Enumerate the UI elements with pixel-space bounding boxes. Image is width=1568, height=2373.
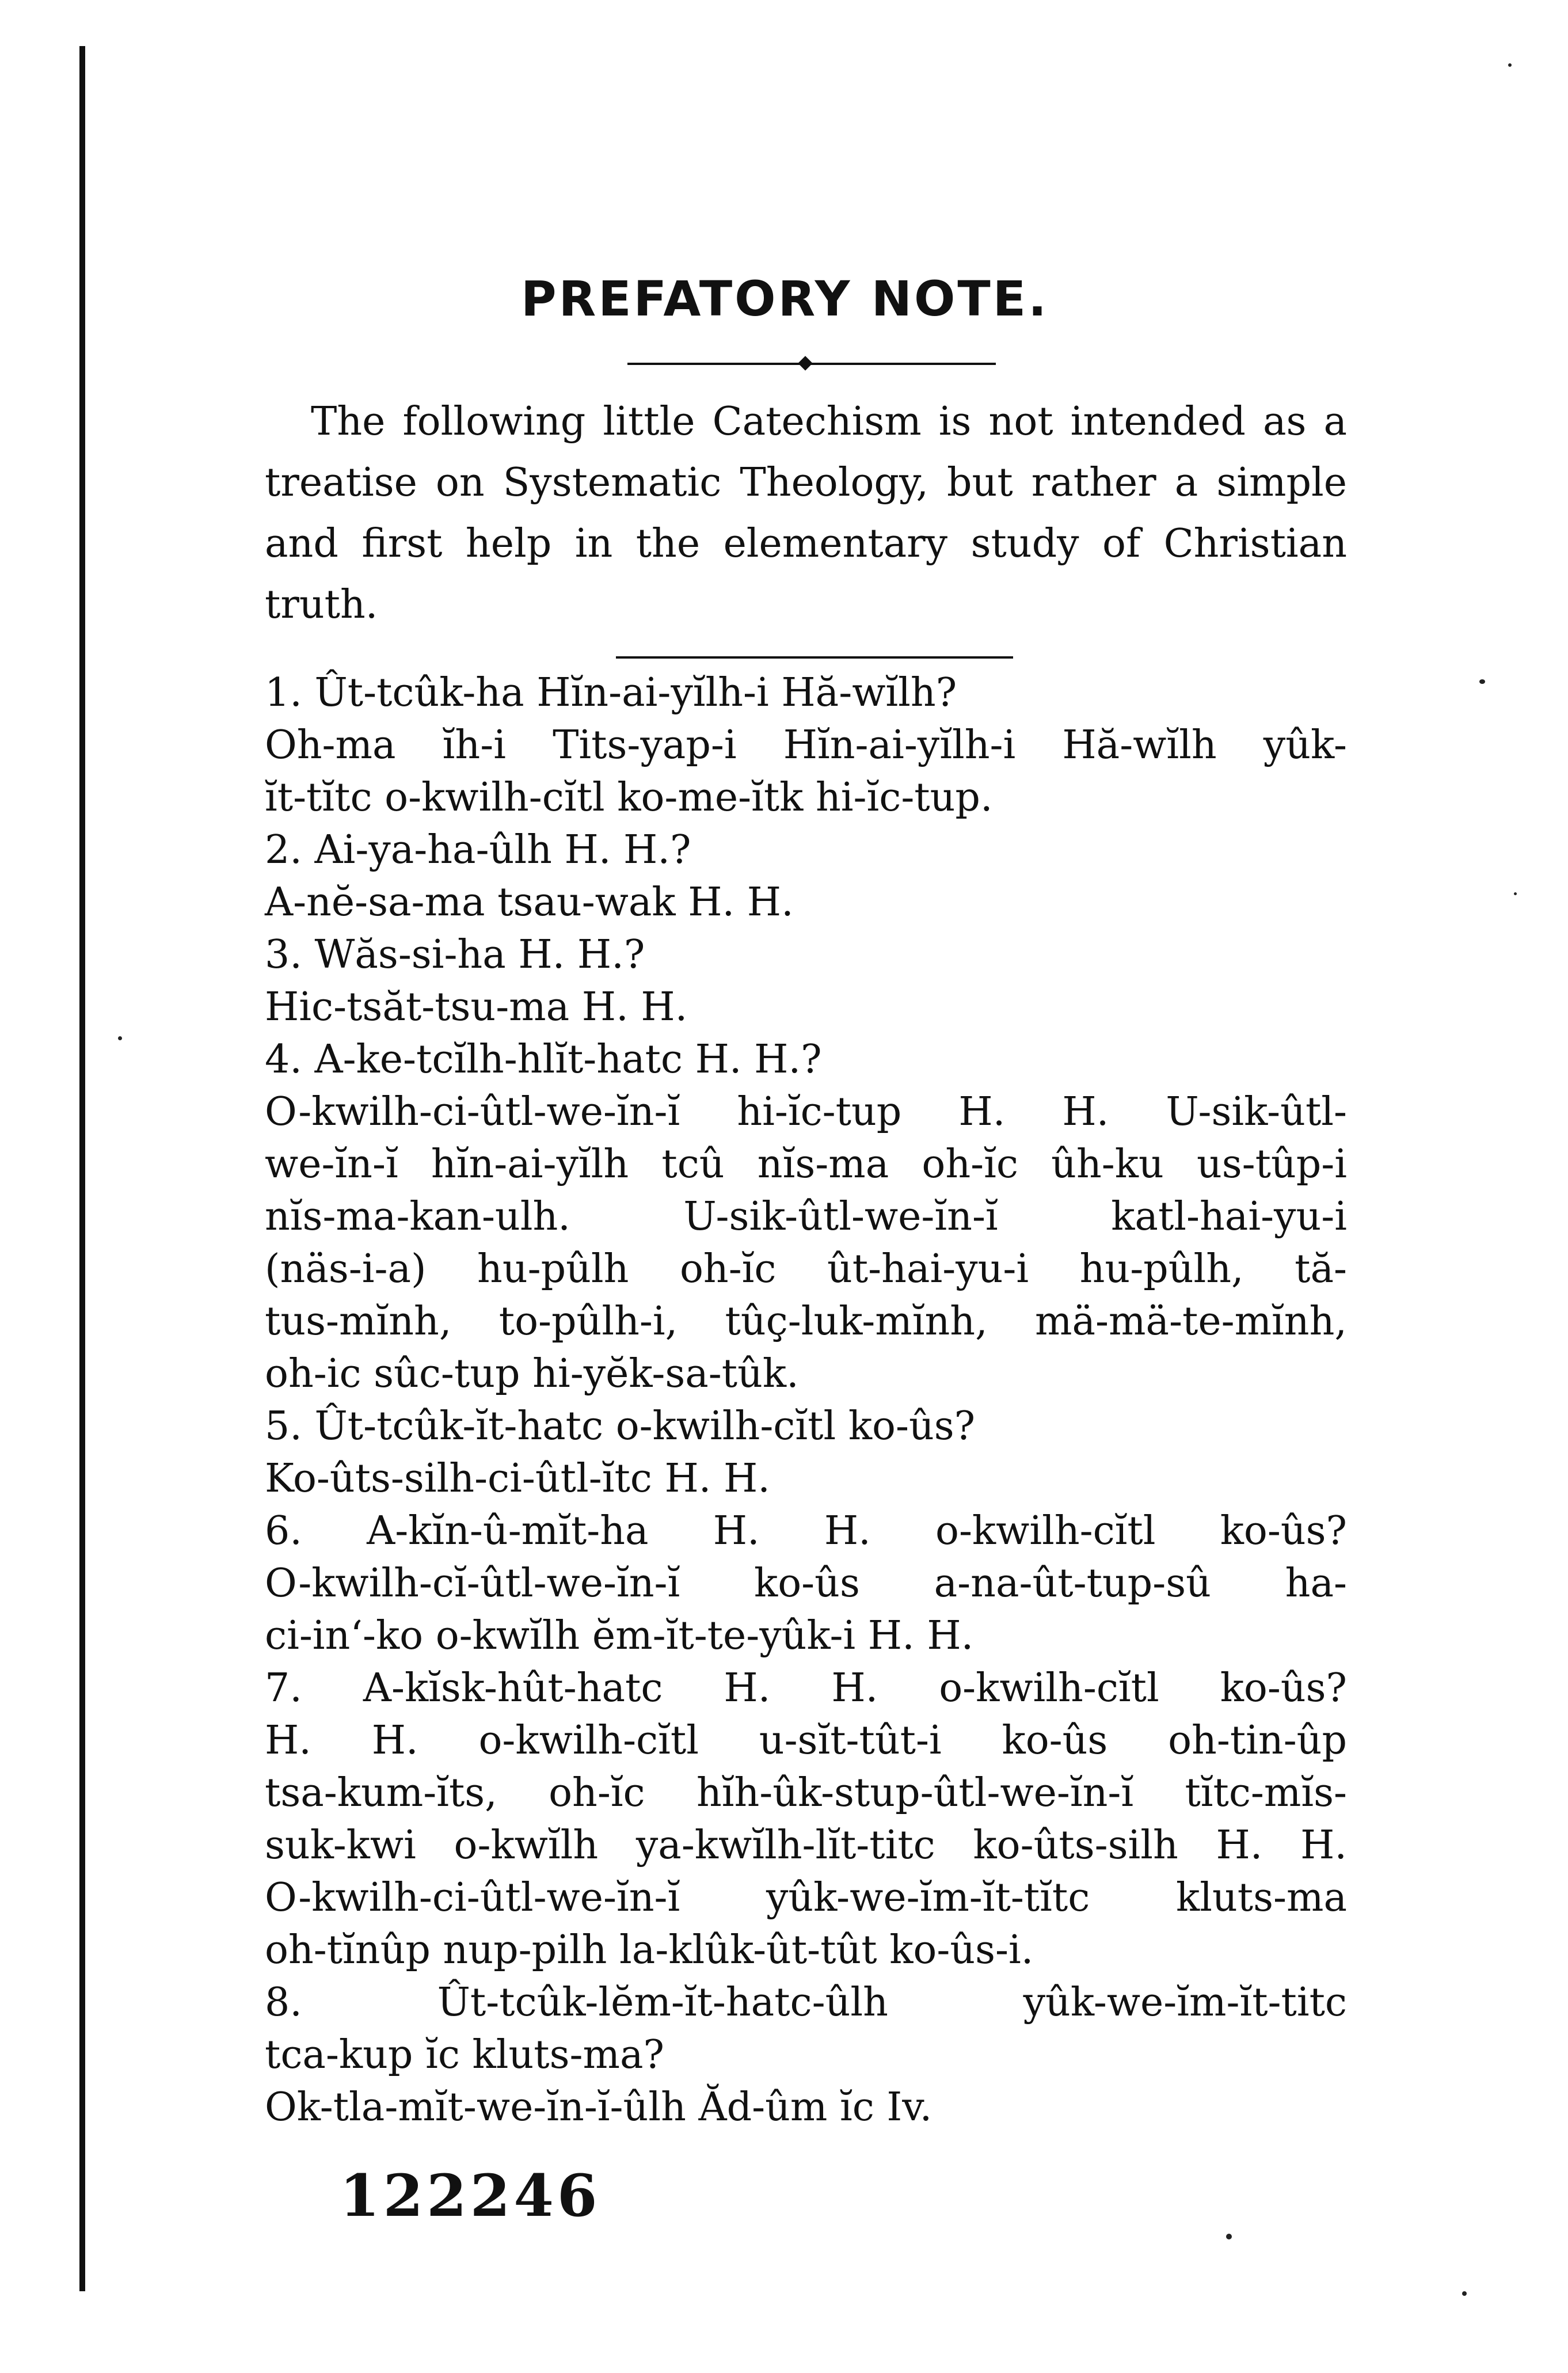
catechism-line: 1. Ût-tcûk-ha Hĭn-ai-yĭlh-i Hă-wĭlh? — [265, 670, 957, 716]
catechism-line: (näs-i-a) hu-pûlh oh-ĭc ût-hai-yu-i hu-pûlh, tă- — [265, 1246, 1347, 1292]
print-speck — [1508, 63, 1512, 67]
print-speck — [1479, 679, 1485, 684]
page-title: PREFATORY NOTE. — [521, 271, 1049, 327]
section-divider — [616, 656, 1013, 659]
catechism-line: ĭt-tĭtc o-kwilh-cĭtl ko-me-ĭtk hi-ĭc-tup. — [265, 775, 993, 820]
catechism-line: 2. Ai-ya-ha-ûlh H. H.? — [265, 827, 691, 873]
catechism-line: 8. Ût-tcûk-lĕm-ĭt-hatc-ûlh yûk-we-ĭm-ĭt-titc — [265, 1980, 1347, 2025]
catechism-line: 6. A-kĭn-û-mĭt-ha H. H. o-kwilh-cĭtl ko-ûs? — [265, 1508, 1347, 1554]
title-ornament-rule — [627, 360, 996, 367]
catechism-line: oh-tĭnûp nup-pilh la-klûk-ût-tût ko-ûs-i. — [265, 1927, 1034, 1973]
catechism-line: A-nĕ-sa-ma tsau-wak H. H. — [265, 880, 794, 925]
preface-text: The following little Catechism is not intended as a treatise on Systematic Theology, but rather a simple and first help in the elementary study of Christian truth. — [265, 399, 1347, 628]
catechism-line: 7. A-kĭsk-hût-hatc H. H. o-kwilh-cĭtl ko-ûs? — [265, 1665, 1347, 1711]
catechism-line: tus-mĭnh, to-pûlh-i, tûç-luk-mĭnh, mä-mä-te-mĭnh, — [265, 1299, 1347, 1344]
catechism-line: suk-kwi o-kwĭlh ya-kwĭlh-lĭt-titc ko-ûts-silh H. H. — [265, 1823, 1347, 1868]
catechism-line: 3. Wăs-si-ha H. H.? — [265, 932, 645, 978]
catechism-line: tca-kup ĭc kluts-ma? — [265, 2032, 664, 2078]
catechism-line: O-kwilh-ci-ûtl-we-ĭn-ĭ yûk-we-ĭm-ĭt-tĭtc kluts-ma — [265, 1875, 1347, 1921]
page-edge-line — [79, 46, 85, 2291]
print-speck — [1514, 892, 1517, 895]
catechism-line: Ok-tla-mĭt-we-ĭn-ĭ-ûlh Ăd-ûm ĭc Iv. — [265, 2085, 933, 2130]
catechism-line: Ko-ûts-silh-ci-ûtl-ĭtc H. H. — [265, 1456, 770, 1501]
catechism-line: O-kwilh-cĭ-ûtl-we-ĭn-ĭ ko-ûs a-na-ût-tup-sû ha- — [265, 1561, 1347, 1606]
preface-paragraph — [265, 391, 1347, 636]
print-speck — [1462, 2291, 1467, 2296]
catechism-line: we-ĭn-ĭ hĭn-ai-yĭlh tcû nĭs-ma oh-ĭc ûh-ku us-tûp-i — [265, 1142, 1347, 1187]
catechism-line: oh-ic sûc-tup hi-yĕk-sa-tûk. — [265, 1351, 799, 1397]
catechism-line: Hic-tsăt-tsu-ma H. H. — [265, 984, 688, 1030]
catalog-number: 122246 — [340, 2162, 601, 2230]
catechism-line: nĭs-ma-kan-ulh. U-sik-ûtl-we-ĭn-ĭ katl-hai-yu-i — [265, 1194, 1347, 1239]
catechism-line: O-kwilh-ci-ûtl-we-ĭn-ĭ hi-ĭc-tup H. H. U-sik-ûtl- — [265, 1089, 1347, 1135]
catechism-line: tsa-kum-ĭts, oh-ĭc hĭh-ûk-stup-ûtl-we-ĭn-ĭ tĭtc-mĭs- — [265, 1770, 1347, 1816]
catechism-line: ci-inʻ-ko o-kwĭlh ĕm-ĭt-te-yûk-i H. H. — [265, 1613, 974, 1659]
catechism-line: Oh-ma ĭh-i Tits-yap-i Hĭn-ai-yĭlh-i Hă-wĭlh yûk- — [265, 722, 1347, 768]
catechism-body — [265, 667, 1347, 2134]
print-speck — [118, 1036, 122, 1040]
catechism-line: 4. A-ke-tcĭlh-hlĭt-hatc H. H.? — [265, 1037, 822, 1082]
print-speck — [1226, 2234, 1232, 2239]
catechism-line: 5. Ût-tcûk-ĭt-hatc o-kwilh-cĭtl ko-ûs? — [265, 1404, 976, 1449]
catechism-line: H. H. o-kwilh-cĭtl u-sĭt-tût-i ko-ûs oh-tin-ûp — [265, 1718, 1347, 1763]
